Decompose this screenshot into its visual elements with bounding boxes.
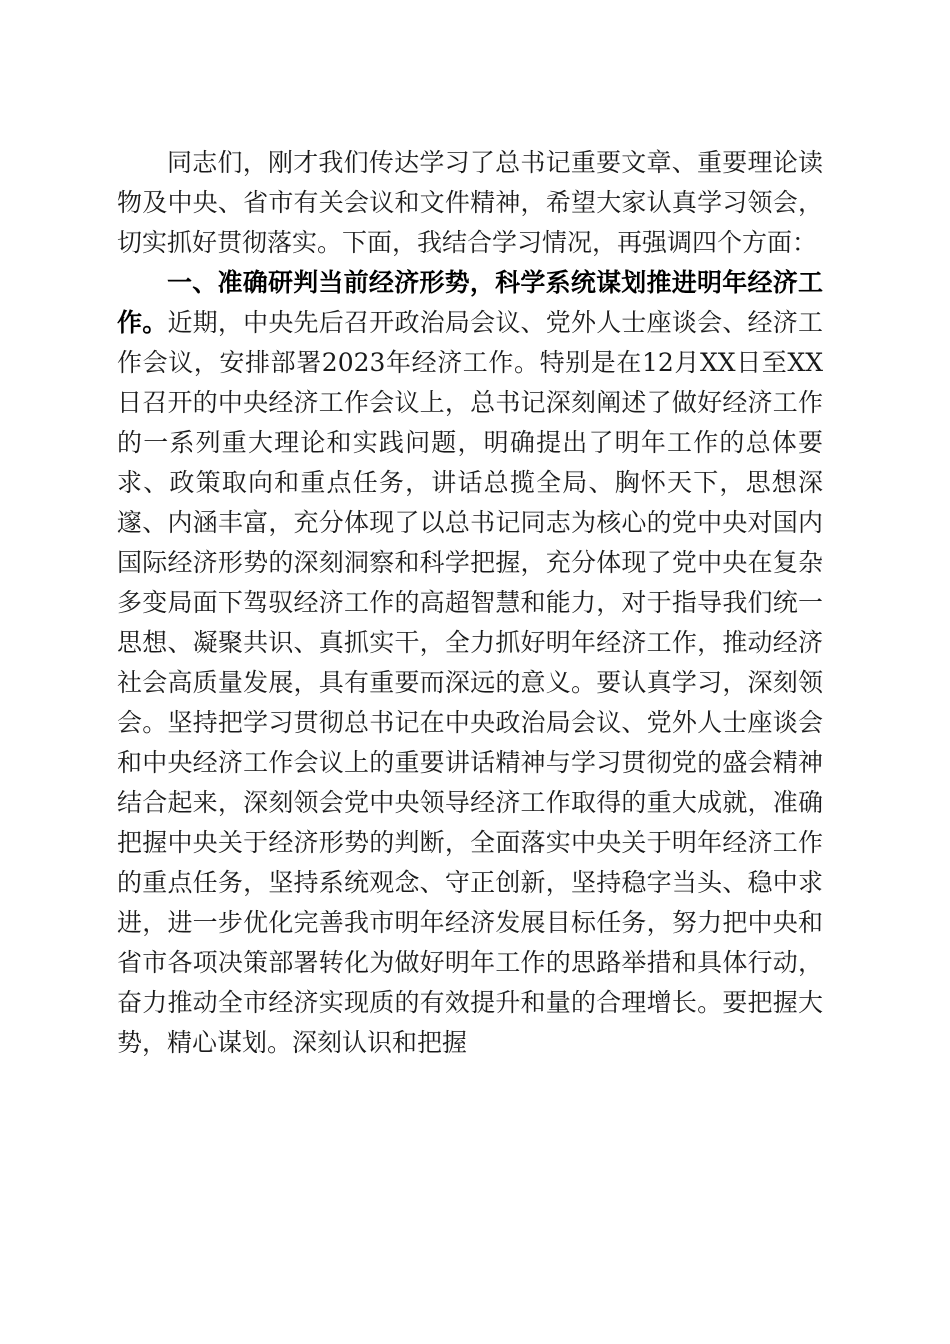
section-one-heading: 一、准确研判当前经济形势，科学系统谋划推进明年经济工作。	[117, 268, 823, 337]
section-one-text: 近期，中央先后召开政治局会议、党外人士座谈会、经济工作会议，安排部署2023年经济工作。特别是在12月XX日至XX日召开的中央经济工作会议上，总书记深刻阐述了做好经济工作的一系列重大理论和实践问题，明确提出了明年工作的总体要求、政策取向和重点任务，讲话总揽全局、胸怀天下，思想深邃、内涵丰富，充分体现了以总书记同志为核心的党中央对国内国际经济形势的深刻洞察和科学把握，充分体现了党中央在复杂多变局面下驾驭经济工作的高超智慧和能力，对于指导我们统一思想、凝聚共识、真抓实干，全力抓好明年经济工作，推动经济社会高质量发展，具有重要而深远的意义。要认真学习，深刻领会。坚持把学习贯彻总书记在中央政治局会议、党外人士座谈会和中央经济工作会议上的重要讲话精神与学习贯彻党的盛会精神结合起来，深刻领会党中央领导经济工作取得的重大成就，准确把握中央关于经济形势的判断，全面落实中央关于明年经济工作的重点任务，坚持系统观念、守正创新，坚持稳字当头、稳中求进，进一步优化完善我市明年经济发展目标任务，努力把中央和省市各项决策部署转化为做好明年工作的思路举措和具体行动，奋力推动全市经济实现质的有效提升和量的合理增长。要把握大势，精心谋划。深刻认识和把握	[117, 308, 823, 1057]
document-body	[117, 143, 823, 1063]
intro-paragraph-text: 同志们，刚才我们传达学习了总书记重要文章、重要理论读物及中央、省市有关会议和文件精神，希望大家认真学习领会，切实抓好贯彻落实。下面，我结合学习情况，再强调四个方面：	[117, 148, 823, 257]
section-one-paragraph	[117, 263, 823, 1063]
intro-paragraph	[117, 143, 823, 263]
